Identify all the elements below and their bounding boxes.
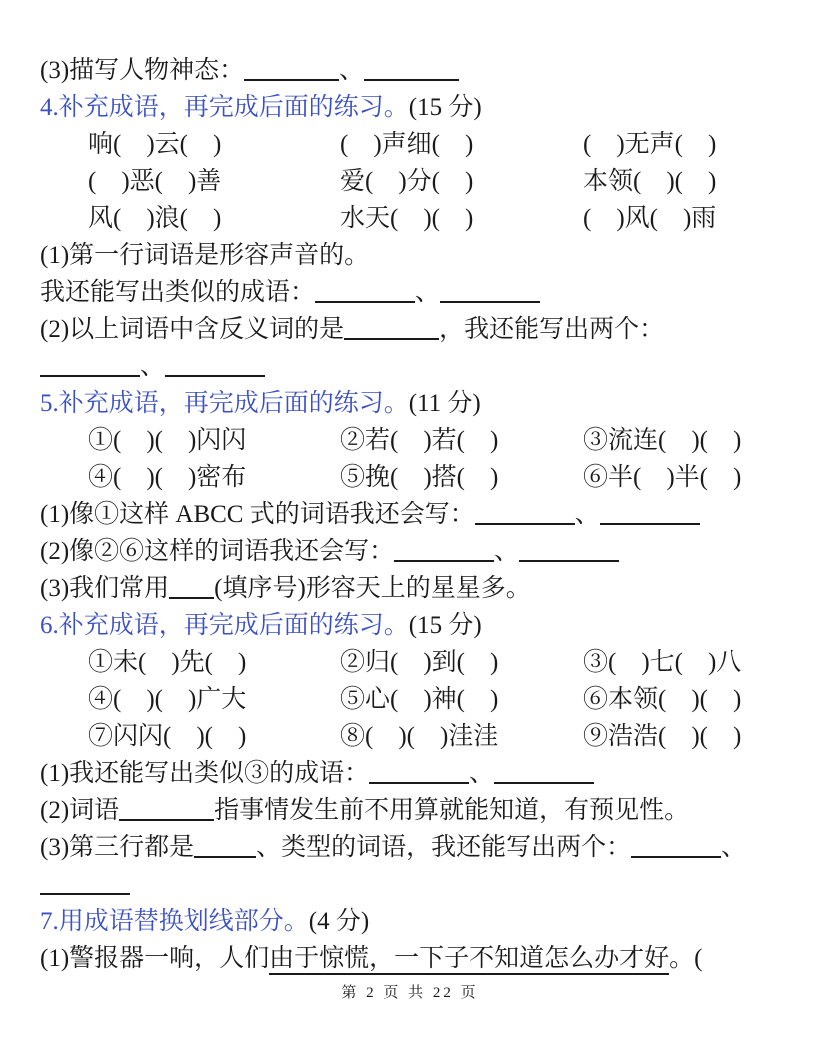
idiom-cell: ①( )( )闪闪 [88,427,247,454]
prev-q3-label: (3)描写人物神态： [40,57,245,84]
idiom-cell: ⑧( )( )洼洼 [340,723,499,750]
section4-heading-line [40,89,780,126]
section4-idiom-row [40,163,780,200]
dun-separator: 、 [415,279,441,306]
idiom-cell: ⑥本领( )( ) [583,686,742,713]
section6-idiom-row [40,718,780,755]
section5-q3-post: (填序号)形容天上的星星多。 [214,575,531,602]
answer-blank [169,577,214,599]
answer-blank [369,762,469,784]
section4-score: (15 分) [408,94,482,121]
section5-score: (11 分) [408,390,481,417]
section7-q1-line [40,940,780,977]
idiom-cell: 响( )云( ) [88,131,222,158]
answer-blank [194,836,256,858]
section6-heading: 6.补充成语，再完成后面的练习。 [40,612,409,639]
section4-q3-text: (2)以上词语中含反义词的是 [40,316,345,343]
answer-blank [475,503,575,525]
section4-q3-blank-line [40,348,780,385]
section6-q3-line [40,829,780,866]
section5-q1-line [40,496,780,533]
section4-idiom-row [40,200,780,237]
section7-heading: 7.用成语替换划线部分。 [40,908,309,935]
section5-idiom-row [40,422,780,459]
idiom-cell: ⑤挽( )搭( ) [340,464,499,491]
idiom-cell: 爱( )分( ) [340,168,474,195]
answer-blank [244,59,339,81]
answer-blank [315,281,415,303]
section5-heading-line [40,385,780,422]
idiom-cell: ③( )七( )八 [583,649,742,676]
section6-q2-pre: (2)词语 [40,797,120,824]
idiom-cell: ③流连( )( ) [583,427,742,454]
section6-heading-line [40,607,780,644]
answer-blank [344,318,439,340]
dun-separator: 、 [721,834,747,861]
section5-q2-line [40,533,780,570]
underlined-phrase: 由于惊慌，一下子不知道怎么办才好 [269,945,669,975]
section7-heading-line [40,903,780,940]
section6-q1-line [40,755,780,792]
answer-blank [519,540,619,562]
answer-blank [631,836,721,858]
prev-q3-line [40,52,780,89]
section5-heading: 5.补充成语，再完成后面的练习。 [40,390,409,417]
section6-q2-post: 指事情发生前不用算就能知道，有预见性。 [214,797,690,824]
answer-blank [40,873,130,895]
idiom-cell: ( )风( )雨 [583,205,717,232]
idiom-cell: ④( )( )密布 [88,464,247,491]
section5-q3-line [40,570,780,607]
answer-blank [40,355,140,377]
section4-q3-line [40,311,780,348]
idiom-cell: 风( )浪( ) [88,205,222,232]
section7-q1-pre: (1)警报器一响，人们 [40,945,270,972]
section6-q3-blank-line [40,866,780,903]
section4-q1-line [40,237,780,274]
section6-q3-pre: (3)第三行都是 [40,834,195,861]
section5-q1-text: (1)像①这样 ABCC 式的词语我还会写： [40,501,475,528]
idiom-cell: ④( )( )广大 [88,686,247,713]
idiom-cell: ⑥半( )半( ) [583,464,742,491]
answer-blank [440,281,540,303]
idiom-cell: ⑤心( )神( ) [340,686,499,713]
section6-score: (15 分) [408,612,482,639]
idiom-cell: ( )声细( ) [340,131,474,158]
idiom-cell: 水天( )( ) [340,205,474,232]
section5-q2-text: (2)像②⑥这样的词语我还会写： [40,538,395,565]
idiom-cell: ①未( )先( ) [88,649,247,676]
answer-blank [394,540,494,562]
answer-blank [165,355,265,377]
section5-q3-pre: (3)我们常用 [40,575,170,602]
idiom-cell: ( )无声( ) [583,131,717,158]
dun-separator: 、 [339,57,365,84]
answer-blank [494,762,594,784]
idiom-cell: ⑦闪闪( )( ) [88,723,247,750]
section7-score: (4 分) [308,908,370,935]
section6-q3-mid: 、类型的词语，我还能写出两个： [256,834,632,861]
section4-q2-text: 我还能写出类似的成语： [40,279,316,306]
section4-idiom-row [40,126,780,163]
section4-heading: 4.补充成语，再完成后面的练习。 [40,94,409,121]
section4-q2-line [40,274,780,311]
section6-idiom-row [40,681,780,718]
idiom-cell: ( )恶( )善 [88,168,222,195]
answer-blank [600,503,700,525]
section4-q1-text: (1)第一行词语是形容声音的。 [40,242,370,269]
page-footer: 第 2 页 共 22 页 [341,985,479,1001]
section4-q3-suffix: ，我还能写出两个： [439,316,665,343]
answer-blank [364,59,459,81]
idiom-cell: ②若( )若( ) [340,427,499,454]
section6-idiom-row [40,644,780,681]
idiom-cell: ②归( )到( ) [340,649,499,676]
section7-q1-post: 。( [669,945,703,972]
section6-q1-text: (1)我还能写出类似③的成语： [40,760,370,787]
idiom-cell: ⑨浩浩( )( ) [583,723,742,750]
dun-separator: 、 [494,538,520,565]
dun-separator: 、 [574,501,600,528]
dun-separator: 、 [469,760,495,787]
answer-blank [119,799,214,821]
dun-separator: 、 [140,353,166,380]
idiom-cell: 本领( )( ) [583,168,717,195]
section5-idiom-row [40,459,780,496]
section6-q2-line [40,792,780,829]
